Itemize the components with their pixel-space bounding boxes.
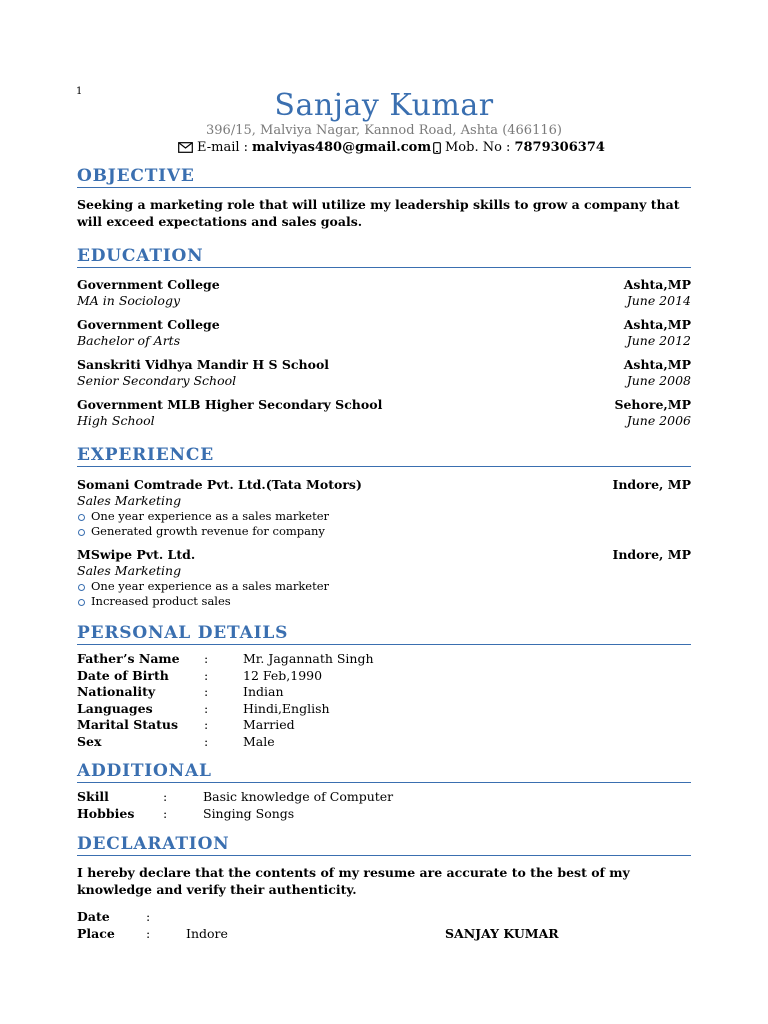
education-section xyxy=(77,246,691,429)
detail-row xyxy=(77,651,691,668)
date: June 2006 xyxy=(626,413,691,428)
detail-separator: : xyxy=(163,805,168,821)
detail-key: Marital Status xyxy=(77,717,179,733)
institution: Sanskriti Vidhya Mandir H S School xyxy=(77,357,330,372)
detail-key: Languages xyxy=(77,700,153,716)
mobile-label: Mob. No : xyxy=(445,140,511,155)
section-title: EXPERIENCE xyxy=(77,445,691,467)
place-row xyxy=(77,926,691,943)
email-label: E-mail : xyxy=(197,140,249,155)
detail-row xyxy=(77,789,691,806)
detail-key: Nationality xyxy=(77,684,156,700)
detail-separator: : xyxy=(204,717,209,733)
personal-details-table xyxy=(77,651,691,751)
detail-value: Indian xyxy=(243,684,284,700)
degree: Senior Secondary School xyxy=(77,373,237,388)
detail-separator: : xyxy=(204,700,209,716)
detail-row xyxy=(77,684,691,701)
place-separator: : xyxy=(146,925,151,941)
location: Ashta,MP xyxy=(623,277,691,292)
bullet-item: Increased product sales xyxy=(77,594,691,609)
section-title: DECLARATION xyxy=(77,834,691,856)
detail-separator: : xyxy=(204,667,209,683)
bullet-list xyxy=(77,579,691,609)
detail-separator: : xyxy=(163,789,168,804)
degree: High School xyxy=(77,413,155,428)
detail-value: Hindi,English xyxy=(243,700,330,716)
company: MSwipe Pvt. Ltd. xyxy=(77,547,196,562)
detail-value: Married xyxy=(243,717,295,733)
location: Ashta,MP xyxy=(623,317,691,332)
location: Indore, MP xyxy=(612,547,691,562)
additional-section xyxy=(77,761,691,822)
degree: Bachelor of Arts xyxy=(77,333,181,348)
detail-value: 12 Feb,1990 xyxy=(243,667,323,683)
candidate-name: Sanjay Kumar xyxy=(274,88,494,123)
institution: Government College xyxy=(77,277,220,292)
bullet-item: One year experience as a sales marketer xyxy=(77,509,691,524)
mobile-value: 7879306374 xyxy=(514,140,605,155)
bullet-list xyxy=(77,509,691,539)
education-entry xyxy=(77,397,691,429)
date: June 2014 xyxy=(626,293,691,308)
detail-row xyxy=(77,668,691,685)
section-title: OBJECTIVE xyxy=(77,166,691,188)
envelope-icon xyxy=(178,140,193,155)
experience-section xyxy=(77,445,691,609)
experience-entry xyxy=(77,547,691,609)
page-number: 1 xyxy=(76,86,83,97)
date-label: Date xyxy=(77,909,110,924)
date-row xyxy=(77,909,691,926)
detail-separator: : xyxy=(204,733,209,749)
declaration-text: I hereby declare that the contents of my resume are accurate to the best of my knowledge and verify their authenticity. xyxy=(77,865,630,897)
detail-key: Date of Birth xyxy=(77,667,169,683)
detail-key: Hobbies xyxy=(77,805,135,821)
institution: Government College xyxy=(77,317,220,332)
location: Ashta,MP xyxy=(623,357,691,372)
section-title: EDUCATION xyxy=(77,246,691,268)
detail-separator: : xyxy=(204,684,209,700)
detail-value: Basic knowledge of Computer xyxy=(203,789,394,804)
location: Sehore,MP xyxy=(614,397,691,412)
date: June 2012 xyxy=(626,333,691,348)
date-separator: : xyxy=(146,909,151,924)
location: Indore, MP xyxy=(612,477,691,492)
education-entry xyxy=(77,357,691,389)
detail-row xyxy=(77,734,691,751)
experience-entry xyxy=(77,477,691,539)
place-value: Indore xyxy=(186,925,228,941)
date: June 2008 xyxy=(626,373,691,388)
detail-value: Male xyxy=(243,733,275,749)
date-place-block xyxy=(77,909,691,942)
section-title: ADDITIONAL xyxy=(77,761,691,783)
institution: Government MLB Higher Secondary School xyxy=(77,397,383,412)
degree: MA in Sociology xyxy=(77,293,181,308)
mobile-contact xyxy=(433,140,605,155)
detail-value: Singing Songs xyxy=(203,805,295,821)
objective-text: Seeking a marketing role that will utilize my leadership skills to grow a company that will exceed expectations and sales goals. xyxy=(77,197,680,229)
detail-separator: : xyxy=(204,651,209,666)
company: Somani Comtrade Pvt. Ltd.(Tata Motors) xyxy=(77,477,362,492)
additional-table xyxy=(77,789,691,822)
personal-details-section xyxy=(77,623,691,751)
detail-row xyxy=(77,701,691,718)
detail-row xyxy=(77,806,691,823)
detail-key: Father’s Name xyxy=(77,651,180,666)
detail-key: Sex xyxy=(77,733,102,749)
email-value: malviyas480@gmail.com xyxy=(252,140,432,155)
bullet-item: Generated growth revenue for company xyxy=(77,524,691,539)
bullet-item: One year experience as a sales marketer xyxy=(77,579,691,594)
detail-row xyxy=(77,717,691,734)
objective-section xyxy=(77,166,691,230)
education-entry xyxy=(77,277,691,309)
candidate-address: 396/15, Malviya Nagar, Kannod Road, Ashta (466116) xyxy=(206,123,562,138)
place-label: Place xyxy=(77,925,115,941)
role: Sales Marketing xyxy=(77,563,182,578)
detail-key: Skill xyxy=(77,789,109,804)
role: Sales Marketing xyxy=(77,493,182,508)
signature-name: SANJAY KUMAR xyxy=(445,926,559,941)
mobile-phone-icon xyxy=(433,140,441,155)
detail-value: Mr. Jagannath Singh xyxy=(243,651,374,666)
section-title: PERSONAL DETAILS xyxy=(77,623,691,645)
email-contact xyxy=(178,140,431,155)
education-entry xyxy=(77,317,691,349)
declaration-section xyxy=(77,834,691,942)
